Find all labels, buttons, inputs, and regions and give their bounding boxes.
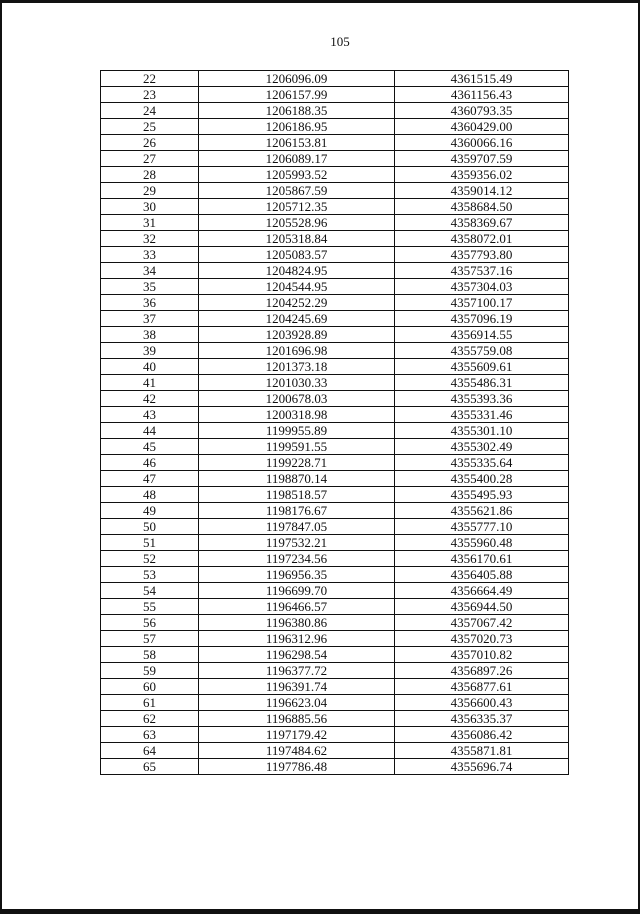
y-coordinate-cell: 4356664.49	[395, 583, 569, 599]
x-coordinate-cell: 1205712.35	[199, 199, 395, 215]
y-coordinate-cell: 4360066.16	[395, 135, 569, 151]
table-row	[101, 199, 569, 215]
table-row	[101, 183, 569, 199]
point-number-cell: 36	[101, 295, 199, 311]
table-row	[101, 135, 569, 151]
table-row	[101, 759, 569, 775]
table-row	[101, 567, 569, 583]
y-coordinate-cell: 4360429.00	[395, 119, 569, 135]
table-row	[101, 215, 569, 231]
y-coordinate-cell: 4357537.16	[395, 263, 569, 279]
point-number-cell: 53	[101, 567, 199, 583]
x-coordinate-cell: 1205993.52	[199, 167, 395, 183]
point-number-cell: 26	[101, 135, 199, 151]
y-coordinate-cell: 4357020.73	[395, 631, 569, 647]
point-number-cell: 55	[101, 599, 199, 615]
x-coordinate-cell: 1199228.71	[199, 455, 395, 471]
point-number-cell: 47	[101, 471, 199, 487]
y-coordinate-cell: 4360793.35	[395, 103, 569, 119]
y-coordinate-cell: 4358369.67	[395, 215, 569, 231]
y-coordinate-cell: 4356086.42	[395, 727, 569, 743]
table-row	[101, 279, 569, 295]
table-row	[101, 407, 569, 423]
point-number-cell: 30	[101, 199, 199, 215]
y-coordinate-cell: 4357304.03	[395, 279, 569, 295]
point-number-cell: 58	[101, 647, 199, 663]
scan-border-left	[0, 0, 2, 914]
x-coordinate-cell: 1206157.99	[199, 87, 395, 103]
table-row	[101, 231, 569, 247]
table-row	[101, 711, 569, 727]
point-number-cell: 56	[101, 615, 199, 631]
point-number-cell: 38	[101, 327, 199, 343]
y-coordinate-cell: 4356877.61	[395, 679, 569, 695]
x-coordinate-cell: 1204544.95	[199, 279, 395, 295]
point-number-cell: 43	[101, 407, 199, 423]
y-coordinate-cell: 4357100.17	[395, 295, 569, 311]
point-number-cell: 34	[101, 263, 199, 279]
x-coordinate-cell: 1206188.35	[199, 103, 395, 119]
x-coordinate-cell: 1204824.95	[199, 263, 395, 279]
table-row	[101, 727, 569, 743]
y-coordinate-cell: 4357010.82	[395, 647, 569, 663]
x-coordinate-cell: 1205318.84	[199, 231, 395, 247]
y-coordinate-cell: 4357793.80	[395, 247, 569, 263]
table-row	[101, 615, 569, 631]
x-coordinate-cell: 1205083.57	[199, 247, 395, 263]
point-number-cell: 39	[101, 343, 199, 359]
point-number-cell: 57	[101, 631, 199, 647]
x-coordinate-cell: 1197786.48	[199, 759, 395, 775]
y-coordinate-cell: 4355302.49	[395, 439, 569, 455]
point-number-cell: 50	[101, 519, 199, 535]
y-coordinate-cell: 4355960.48	[395, 535, 569, 551]
y-coordinate-cell: 4355400.28	[395, 471, 569, 487]
x-coordinate-cell: 1204252.29	[199, 295, 395, 311]
point-number-cell: 22	[101, 71, 199, 87]
table-row	[101, 423, 569, 439]
point-number-cell: 63	[101, 727, 199, 743]
y-coordinate-cell: 4355777.10	[395, 519, 569, 535]
point-number-cell: 32	[101, 231, 199, 247]
x-coordinate-cell: 1197532.21	[199, 535, 395, 551]
y-coordinate-cell: 4358684.50	[395, 199, 569, 215]
y-coordinate-cell: 4355335.64	[395, 455, 569, 471]
y-coordinate-cell: 4355759.08	[395, 343, 569, 359]
point-number-cell: 29	[101, 183, 199, 199]
point-number-cell: 46	[101, 455, 199, 471]
x-coordinate-cell: 1197179.42	[199, 727, 395, 743]
x-coordinate-cell: 1198870.14	[199, 471, 395, 487]
table-row	[101, 695, 569, 711]
x-coordinate-cell: 1196312.96	[199, 631, 395, 647]
x-coordinate-cell: 1206089.17	[199, 151, 395, 167]
table-row	[101, 535, 569, 551]
table-row	[101, 583, 569, 599]
x-coordinate-cell: 1197484.62	[199, 743, 395, 759]
y-coordinate-cell: 4356914.55	[395, 327, 569, 343]
y-coordinate-cell: 4361515.49	[395, 71, 569, 87]
x-coordinate-cell: 1196466.57	[199, 599, 395, 615]
scan-border-top	[0, 0, 640, 3]
y-coordinate-cell: 4355696.74	[395, 759, 569, 775]
x-coordinate-cell: 1200678.03	[199, 391, 395, 407]
x-coordinate-cell: 1199955.89	[199, 423, 395, 439]
x-coordinate-cell: 1196699.70	[199, 583, 395, 599]
table-row	[101, 743, 569, 759]
y-coordinate-cell: 4359014.12	[395, 183, 569, 199]
point-number-cell: 51	[101, 535, 199, 551]
point-number-cell: 33	[101, 247, 199, 263]
y-coordinate-cell: 4356944.50	[395, 599, 569, 615]
table-row	[101, 71, 569, 87]
x-coordinate-cell: 1201030.33	[199, 375, 395, 391]
point-number-cell: 49	[101, 503, 199, 519]
point-number-cell: 59	[101, 663, 199, 679]
x-coordinate-cell: 1196377.72	[199, 663, 395, 679]
table-row	[101, 679, 569, 695]
point-number-cell: 31	[101, 215, 199, 231]
x-coordinate-cell: 1205528.96	[199, 215, 395, 231]
y-coordinate-cell: 4355495.93	[395, 487, 569, 503]
x-coordinate-cell: 1199591.55	[199, 439, 395, 455]
point-number-cell: 65	[101, 759, 199, 775]
point-number-cell: 61	[101, 695, 199, 711]
x-coordinate-cell: 1206186.95	[199, 119, 395, 135]
x-coordinate-cell: 1197847.05	[199, 519, 395, 535]
y-coordinate-cell: 4357067.42	[395, 615, 569, 631]
point-number-cell: 52	[101, 551, 199, 567]
point-number-cell: 48	[101, 487, 199, 503]
coordinates-table-body	[101, 71, 569, 775]
point-number-cell: 24	[101, 103, 199, 119]
y-coordinate-cell: 4361156.43	[395, 87, 569, 103]
y-coordinate-cell: 4356335.37	[395, 711, 569, 727]
point-number-cell: 45	[101, 439, 199, 455]
y-coordinate-cell: 4356897.26	[395, 663, 569, 679]
page-number: 105	[330, 34, 350, 49]
x-coordinate-cell: 1203928.89	[199, 327, 395, 343]
x-coordinate-cell: 1198176.67	[199, 503, 395, 519]
y-coordinate-cell: 4359707.59	[395, 151, 569, 167]
table-row	[101, 599, 569, 615]
point-number-cell: 54	[101, 583, 199, 599]
y-coordinate-cell: 4355393.36	[395, 391, 569, 407]
point-number-cell: 60	[101, 679, 199, 695]
table-row	[101, 439, 569, 455]
x-coordinate-cell: 1196380.86	[199, 615, 395, 631]
coordinates-table	[100, 70, 569, 775]
y-coordinate-cell: 4359356.02	[395, 167, 569, 183]
table-row	[101, 471, 569, 487]
x-coordinate-cell: 1200318.98	[199, 407, 395, 423]
y-coordinate-cell: 4355331.46	[395, 407, 569, 423]
y-coordinate-cell: 4355301.10	[395, 423, 569, 439]
table-row	[101, 295, 569, 311]
y-coordinate-cell: 4356600.43	[395, 695, 569, 711]
point-number-cell: 37	[101, 311, 199, 327]
point-number-cell: 44	[101, 423, 199, 439]
y-coordinate-cell: 4358072.01	[395, 231, 569, 247]
point-number-cell: 41	[101, 375, 199, 391]
table-row	[101, 263, 569, 279]
table-row	[101, 119, 569, 135]
table-row	[101, 87, 569, 103]
y-coordinate-cell: 4356405.88	[395, 567, 569, 583]
x-coordinate-cell: 1196623.04	[199, 695, 395, 711]
table-row	[101, 551, 569, 567]
point-number-cell: 35	[101, 279, 199, 295]
table-row	[101, 343, 569, 359]
x-coordinate-cell: 1196391.74	[199, 679, 395, 695]
y-coordinate-cell: 4355871.81	[395, 743, 569, 759]
table-row	[101, 487, 569, 503]
x-coordinate-cell: 1196885.56	[199, 711, 395, 727]
x-coordinate-cell: 1201696.98	[199, 343, 395, 359]
x-coordinate-cell: 1204245.69	[199, 311, 395, 327]
table-row	[101, 311, 569, 327]
table-row	[101, 375, 569, 391]
x-coordinate-cell: 1197234.56	[199, 551, 395, 567]
y-coordinate-cell: 4356170.61	[395, 551, 569, 567]
table-row	[101, 327, 569, 343]
x-coordinate-cell: 1201373.18	[199, 359, 395, 375]
table-row	[101, 359, 569, 375]
point-number-cell: 28	[101, 167, 199, 183]
y-coordinate-cell: 4355486.31	[395, 375, 569, 391]
point-number-cell: 42	[101, 391, 199, 407]
table-row	[101, 519, 569, 535]
point-number-cell: 25	[101, 119, 199, 135]
table-row	[101, 391, 569, 407]
table-row	[101, 103, 569, 119]
x-coordinate-cell: 1196956.35	[199, 567, 395, 583]
table-row	[101, 247, 569, 263]
point-number-cell: 62	[101, 711, 199, 727]
table-row	[101, 455, 569, 471]
x-coordinate-cell: 1206096.09	[199, 71, 395, 87]
y-coordinate-cell: 4355621.86	[395, 503, 569, 519]
x-coordinate-cell: 1198518.57	[199, 487, 395, 503]
table-row	[101, 647, 569, 663]
x-coordinate-cell: 1205867.59	[199, 183, 395, 199]
scan-border-bottom	[0, 909, 640, 914]
x-coordinate-cell: 1196298.54	[199, 647, 395, 663]
y-coordinate-cell: 4357096.19	[395, 311, 569, 327]
table-row	[101, 663, 569, 679]
point-number-cell: 23	[101, 87, 199, 103]
table-row	[101, 631, 569, 647]
x-coordinate-cell: 1206153.81	[199, 135, 395, 151]
table-row	[101, 503, 569, 519]
y-coordinate-cell: 4355609.61	[395, 359, 569, 375]
point-number-cell: 40	[101, 359, 199, 375]
point-number-cell: 64	[101, 743, 199, 759]
table-row	[101, 167, 569, 183]
table-row	[101, 151, 569, 167]
point-number-cell: 27	[101, 151, 199, 167]
